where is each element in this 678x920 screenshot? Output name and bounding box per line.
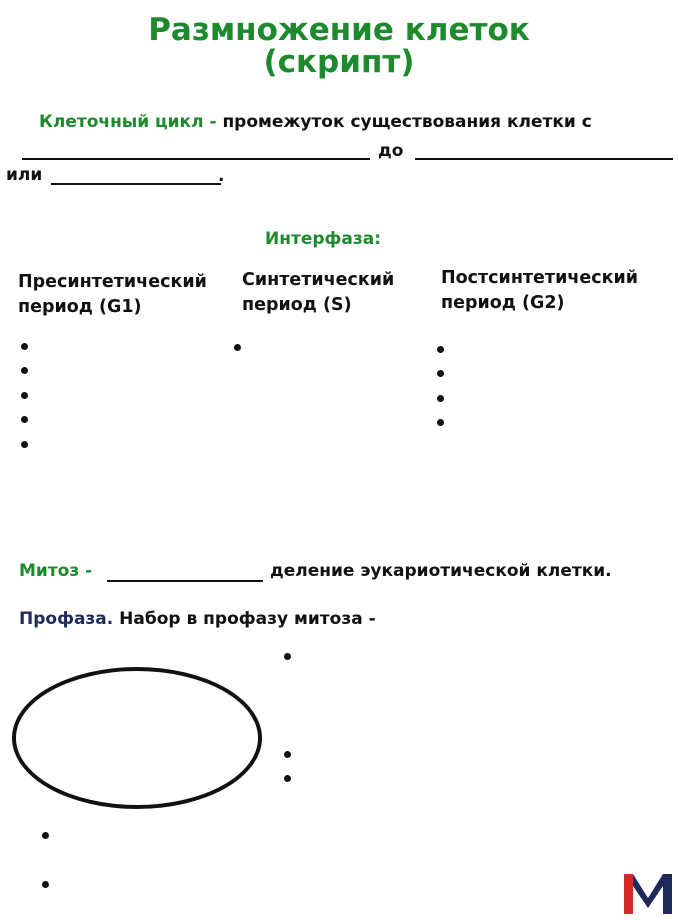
blank-line-mitosis[interactable] bbox=[107, 580, 263, 582]
column-g2-title bbox=[441, 266, 638, 316]
period-mark: . bbox=[218, 166, 225, 186]
s-bullet bbox=[234, 344, 241, 351]
g2-bullet bbox=[437, 395, 444, 402]
cycle-definition-text: промежуток существования клетки с bbox=[222, 112, 592, 132]
g2-bullet bbox=[437, 370, 444, 377]
g1-bullet bbox=[21, 367, 28, 374]
mitosis-rest: деление эукариотической клетки. bbox=[270, 561, 612, 581]
mitosis-term: Митоз - bbox=[19, 561, 93, 581]
cycle-definition bbox=[39, 112, 592, 132]
prophase-bullet bbox=[284, 751, 291, 758]
prophase-bullet bbox=[42, 832, 49, 839]
column-g2-title-line2: период (G2) bbox=[441, 293, 565, 313]
prophase-rest: Набор в профазу митоза - bbox=[119, 609, 376, 629]
column-g1-title-line1: Пресинтетический bbox=[18, 272, 207, 292]
until-word: до bbox=[378, 141, 404, 161]
interphase-heading: Интерфаза: bbox=[265, 229, 382, 249]
prophase-bullet bbox=[284, 653, 291, 660]
page-title: Размножение клеток bbox=[148, 12, 530, 48]
prophase-term: Профаза. bbox=[19, 609, 114, 629]
prophase-line bbox=[19, 609, 376, 629]
blank-line-cycle-or[interactable] bbox=[51, 183, 221, 185]
column-g1-title bbox=[18, 270, 207, 320]
column-s-title bbox=[242, 268, 394, 318]
g1-bullet bbox=[21, 441, 28, 448]
cell-ellipse-icon bbox=[12, 667, 262, 809]
g1-bullet bbox=[21, 416, 28, 423]
column-s-title-line2: период (S) bbox=[242, 295, 352, 315]
g2-bullet bbox=[437, 419, 444, 426]
g1-bullet bbox=[21, 392, 28, 399]
column-s-title-line1: Синтетический bbox=[242, 270, 395, 290]
or-word: или bbox=[6, 165, 43, 185]
column-g1-title-line2: период (G1) bbox=[18, 297, 142, 317]
prophase-bullet bbox=[42, 881, 49, 888]
m-logo-icon bbox=[624, 872, 672, 914]
blank-line-cycle-start[interactable] bbox=[22, 158, 370, 160]
blank-line-cycle-end[interactable] bbox=[415, 158, 673, 160]
page-subtitle: (скрипт) bbox=[263, 44, 415, 80]
cycle-term: Клеточный цикл - bbox=[39, 112, 217, 132]
column-g2-title-line1: Постсинтетический bbox=[441, 268, 638, 288]
prophase-bullet bbox=[284, 775, 291, 782]
g1-bullet bbox=[21, 343, 28, 350]
g2-bullet bbox=[437, 346, 444, 353]
